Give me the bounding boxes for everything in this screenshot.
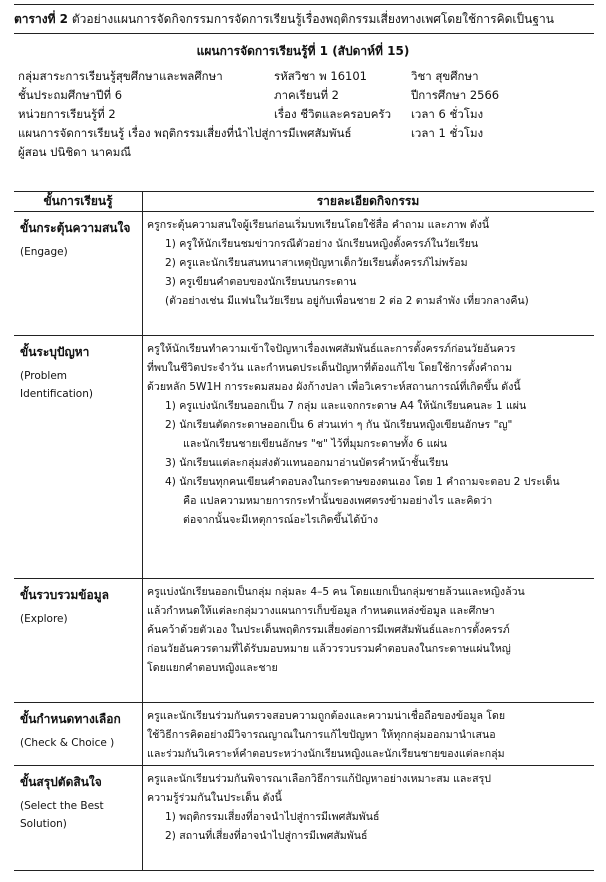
table-caption-label: ตารางที่ 2 — [14, 12, 69, 26]
info-left: ชั้นประถมศึกษาปีที่ 6 — [18, 88, 123, 102]
stage-cell — [20, 586, 140, 628]
stage-name-thai: ขั้นกระตุ้นความสนใจ — [20, 221, 131, 235]
activity-line: ใช้วิธีการคิดอย่างมีวิจารณญาณในการแก้ไขปัญหา ให้ทุกกลุ่มออกมานำเสนอ — [147, 729, 496, 741]
info-row — [18, 124, 598, 143]
info-left: ผู้สอน ปนิชิดา นาคมณี — [18, 145, 131, 159]
info-left: กลุ่มสาระการเรียนรู้สุขศึกษาและพลศึกษา — [18, 69, 223, 83]
table-body — [14, 212, 594, 871]
info-row — [18, 86, 598, 105]
info-middle: ภาคเรียนที่ 2 — [274, 88, 339, 102]
activity-line: ครูและนักเรียนร่วมกันพิจารณาเลือกวิธีการแก้ปัญหาอย่างเหมาะสม และสรุป — [147, 773, 491, 785]
column-divider — [142, 579, 143, 702]
activity-line: ครูกระตุ้นความสนใจผู้เรียนก่อนเริ่มบทเรียนโดยใช้สื่อ คำถาม และภาพ ดังนี้ — [147, 219, 490, 231]
table-row — [14, 703, 594, 766]
activity-line: ด้วยหลัก 5W1H การระดมสมอง ผังก้างปลา เพื่อวิเคราะห์สถานการณ์ที่เกิดขึ้น ดังนี้ — [147, 381, 521, 393]
activity-line: ครูแบ่งนักเรียนออกเป็นกลุ่ม กลุ่มละ 4–5 คน โดยแยกเป็นกลุ่มชายล้วนและหญิงล้วน — [147, 586, 525, 598]
activity-line: 2) ครูและนักเรียนสนทนาสาเหตุปัญหาเด็กวัยเรียนตั้งครรภ์ไม่พร้อม — [165, 257, 468, 269]
activity-line: คือ แปลความหมายการกระทำนั้นของเพศตรงข้ามอย่างไร และคิดว่า — [183, 495, 493, 507]
activity-line: 4) นักเรียนทุกคนเขียนคำตอบลงในกระดาษของตนเอง โดย 1 คำถามจะตอบ 2 ประเด็น — [165, 476, 560, 488]
stage-name-english: (Check & Choice ) — [20, 737, 115, 749]
column-divider — [142, 703, 143, 765]
stage-name-thai: ขั้นรวบรวมข้อมูล — [20, 588, 109, 602]
stage-name-english: (Problem Identification) — [20, 370, 93, 400]
activity-line: 1) พฤติกรรมเสี่ยงที่อาจนำไปสู่การมีเพศสัมพันธ์ — [165, 811, 380, 823]
stage-cell — [20, 773, 140, 833]
activity-line: และร่วมกันวิเคราะห์คำตอบระหว่างนักเรียนหญิงและนักเรียนชายของแต่ละกลุ่ม — [147, 748, 505, 760]
info-middle: เรื่อง ชีวิตและครอบครัว — [274, 107, 392, 121]
info-row — [18, 143, 598, 162]
activity-line: ความรู้ร่วมกันในประเด็น ดังนี้ — [147, 792, 282, 804]
activity-line: และนักเรียนชายเขียนอักษร "ช" ไว้ที่มุมกระดาษทั้ง 6 แผ่น — [183, 438, 447, 450]
stage-name-english: (Explore) — [20, 613, 68, 625]
activity-table — [14, 191, 594, 871]
info-row — [18, 67, 598, 86]
activity-line: ก่อนวัยอันควรตามที่ได้รับมอบหมาย แล้ววรวบรวมคำตอบลงในกระดาษแผ่นใหญ่ — [147, 643, 511, 655]
info-left: หน่วยการเรียนรู้ที่ 2 — [18, 107, 116, 121]
activity-line: 1) ครูให้นักเรียนชมข่าวกรณีตัวอย่าง นักเรียนหญิงตั้งครรภ์ในวัยเรียน — [165, 238, 479, 250]
info-row — [18, 105, 598, 124]
stage-name-english: (Select the Best Solution) — [20, 800, 104, 830]
stage-cell — [20, 219, 140, 261]
stage-name-thai: ขั้นกำหนดทางเลือก — [20, 712, 121, 726]
activity-line: ค้นคว้าด้วยตัวเอง ในประเด็นพฤติกรรมเสี่ยงต่อการมีเพศสัมพันธ์และการตั้งครรภ์ — [147, 624, 510, 636]
activity-line: โดยแยกคำตอบหญิงและชาย — [147, 662, 278, 674]
activity-cell — [147, 583, 591, 678]
activity-cell — [147, 770, 591, 846]
info-left: แผนการจัดการเรียนรู้ เรื่อง พฤติกรรมเสี่ยงที่นำไปสู่การมีเพศสัมพันธ์ — [18, 126, 352, 140]
table-row — [14, 766, 594, 871]
info-right: เวลา 1 ชั่วโมง — [411, 126, 484, 140]
activity-line: 2) สถานที่เสี่ยงที่อาจนำไปสู่การมีเพศสัมพันธ์ — [165, 830, 368, 842]
activity-cell — [147, 707, 591, 764]
activity-line: ที่พบในชีวิตประจำวัน และกำหนดประเด็นปัญหาที่ต้องแก้ไข โดยใช้การตั้งคำถาม — [147, 362, 513, 374]
column-divider — [142, 192, 143, 211]
activity-line: 2) นักเรียนตัดกระดาษออกเป็น 6 ส่วนเท่า ๆ กัน นักเรียนหญิงเขียนอักษร "ญ" — [165, 419, 513, 431]
activity-line: แล้วกำหนดให้แต่ละกลุ่มวางแผนการเก็บข้อมูล กำหนดแหล่งข้อมูล และศึกษา — [147, 605, 495, 617]
plan-title: แผนการจัดการเรียนรู้ที่ 1 (สัปดาห์ที่ 15) — [196, 44, 410, 58]
info-middle: รหัสวิชา พ 16101 — [274, 69, 367, 83]
activity-line: 1) ครูแบ่งนักเรียนออกเป็น 7 กลุ่ม และแจกกระดาษ A4 ให้นักเรียนคนละ 1 แผ่น — [165, 400, 527, 412]
activity-line: 3) นักเรียนแต่ละกลุ่มส่งตัวแทนออกมาอ่านบัตรคำหน้าชั้นเรียน — [165, 457, 449, 469]
column-divider — [142, 766, 143, 870]
info-right: ปีการศึกษา 2566 — [411, 88, 500, 102]
activity-line: 3) ครูเขียนคำตอบของนักเรียนบนกระดาน — [165, 276, 357, 288]
activity-cell — [147, 216, 591, 311]
info-right: วิชา สุขศึกษา — [411, 69, 479, 83]
table-row — [14, 579, 594, 703]
table-header-row — [14, 191, 594, 212]
stage-cell — [20, 343, 140, 403]
column-divider — [142, 336, 143, 578]
header-activity: รายละเอียดกิจกรรม — [316, 194, 420, 208]
stage-name-thai: ขั้นสรุปตัดสินใจ — [20, 775, 102, 789]
activity-line: ครูและนักเรียนร่วมกันตรวจสอบความถูกต้องและความน่าเชื่อถือของข้อมูล โดย — [147, 710, 506, 722]
activity-line: (ตัวอย่างเช่น มีแฟนในวัยเรียน อยู่กับเพื่อนชาย 2 ต่อ 2 ตามลำพัง เที่ยวกลางคืน) — [165, 295, 529, 307]
header-stage: ขั้นการเรียนรู้ — [43, 194, 113, 208]
table-row — [14, 336, 594, 579]
table-caption-text: ตัวอย่างแผนการจัดกิจกรรมการจัดการเรียนรู้เรื่องพฤติกรรมเสี่ยงทางเพศโดยใช้การคิดเป็นฐาน — [71, 12, 554, 26]
column-divider — [142, 212, 143, 335]
stage-cell — [20, 710, 140, 752]
activity-line: ครูให้นักเรียนทำความเข้าใจปัญหาเรื่องเพศสัมพันธ์และการตั้งครรภ์ก่อนวัยอันควร — [147, 343, 516, 355]
stage-name-thai: ขั้นระบุปัญหา — [20, 345, 90, 359]
stage-name-english: (Engage) — [20, 246, 68, 258]
activity-line: ต่อจากนั้นจะมีเหตุการณ์อะไรเกิดขึ้นได้บ้าง — [183, 514, 379, 526]
info-right: เวลา 6 ชั่วโมง — [411, 107, 484, 121]
table-row — [14, 212, 594, 336]
activity-cell — [147, 340, 591, 530]
table-caption — [14, 4, 594, 34]
